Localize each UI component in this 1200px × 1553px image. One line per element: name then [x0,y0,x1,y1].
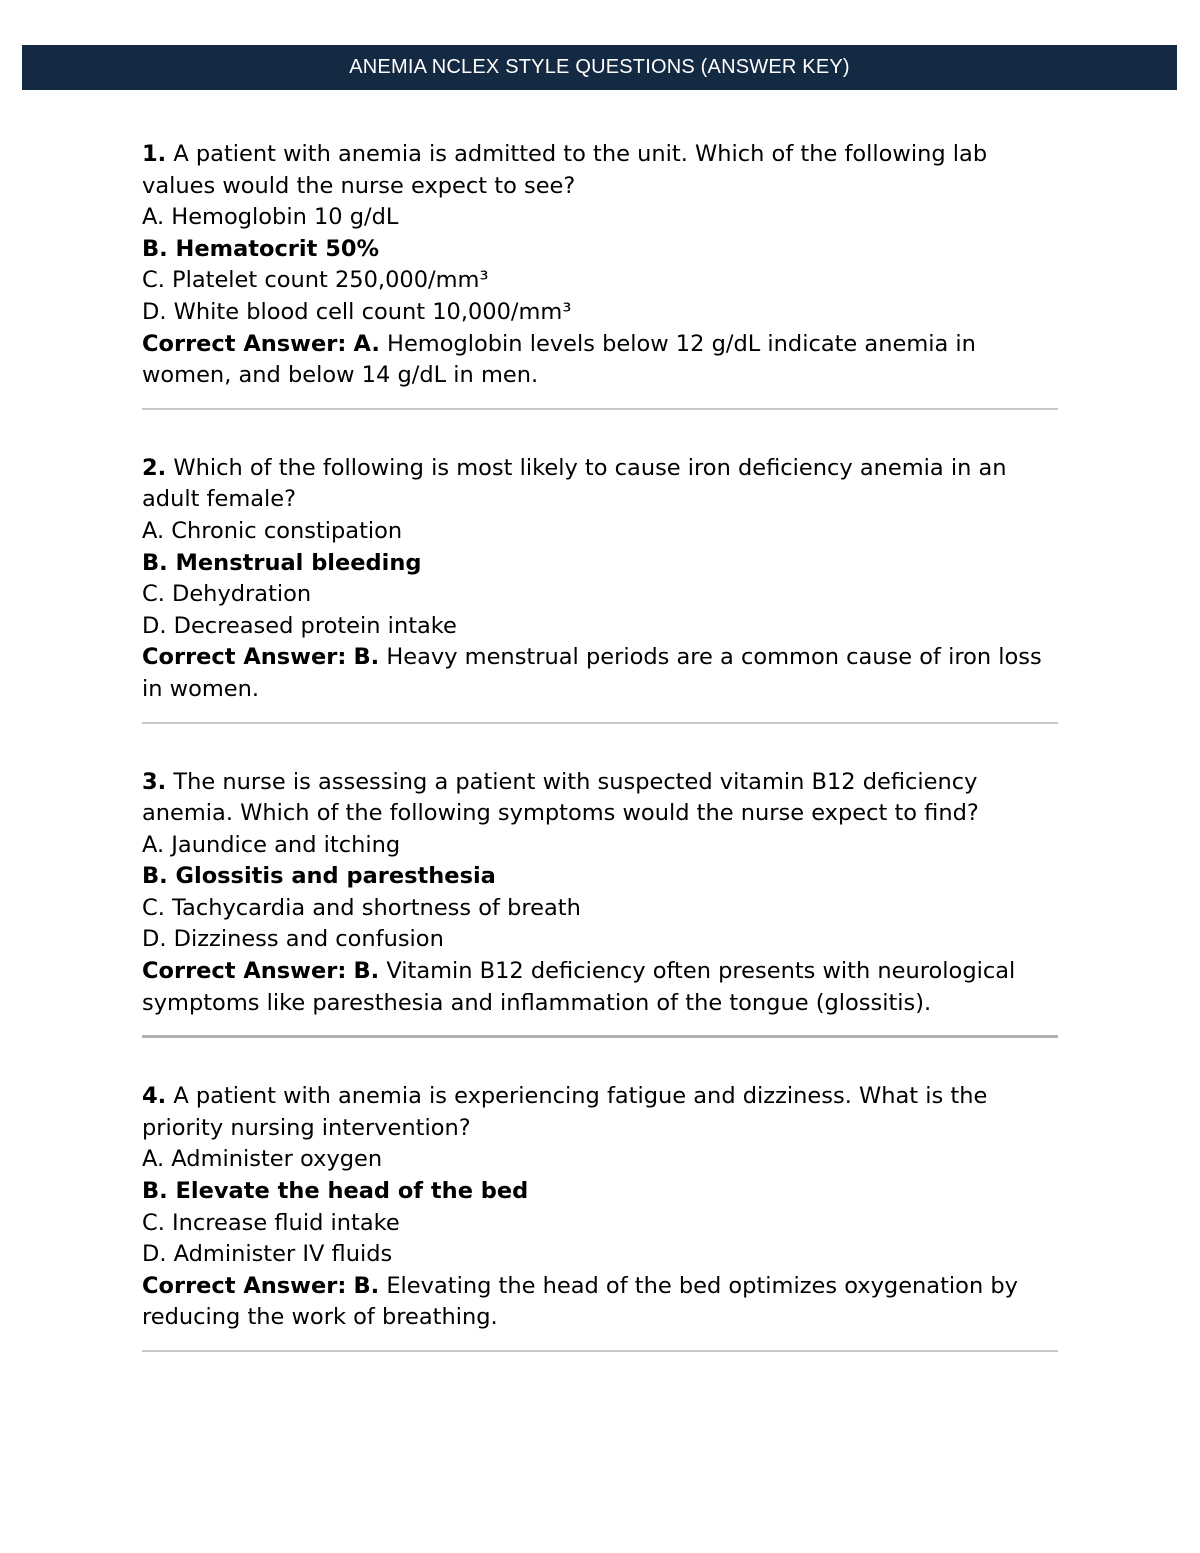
question-stem [142,453,1062,516]
option-d: D. Administer IV fluids [142,1241,393,1268]
option-c: C. Platelet count 250,000/mm³ [142,267,489,294]
question-text: A patient with anemia is experiencing fatigue and dizziness. What is the priority nursing intervention? [142,1083,988,1141]
correct-answer-explanation: Hemoglobin levels below 12 g/dL indicate anemia in women, and below 14 g/dL in men. [142,330,976,389]
correct-answer-letter: B. [353,1272,380,1299]
correct-answer-label: Correct Answer: [142,958,347,985]
correct-answer-letter: B. [353,958,380,985]
question-stem [142,767,1062,830]
option-a: A. Administer oxygen [142,1146,383,1173]
option-b: B. Menstrual bleeding [142,549,422,576]
correct-answer-label: Correct Answer: [142,644,347,671]
option-c: C. Tachycardia and shortness of breath [142,894,581,921]
correct-answer [142,956,1062,1019]
page-header-bar [22,45,1177,90]
divider [142,1350,1058,1352]
question-number: 3. [142,768,167,795]
option-a: A. Hemoglobin 10 g/dL [142,204,399,231]
option-c: C. Increase fluid intake [142,1209,400,1236]
correct-answer-explanation: Elevating the head of the bed optimizes oxygenation by reducing the work of breathing. [142,1272,1018,1331]
correct-answer [142,642,1062,705]
option-a: A. Jaundice and itching [142,831,401,858]
correct-answer-label: Correct Answer: [142,1272,347,1299]
question-3 [142,767,1062,1020]
correct-answer-letter: B. [353,644,380,671]
option-d: D. Decreased protein intake [142,612,457,639]
option-c: C. Dehydration [142,581,312,608]
option-d: D. White blood cell count 10,000/mm³ [142,298,572,325]
correct-answer [142,329,1062,392]
question-number: 2. [142,454,167,481]
correct-answer [142,1271,1062,1334]
question-stem [142,1081,1062,1144]
option-b: B. Glossitis and paresthesia [142,863,496,890]
questions-list [142,139,1062,1352]
option-b: B. Elevate the head of the bed [142,1178,529,1205]
question-text: Which of the following is most likely to cause iron deficiency anemia in an adult female? [142,454,1007,513]
question-number: 4. [142,1083,167,1110]
correct-answer-explanation: Heavy menstrual periods are a common cause of iron loss in women. [142,644,1042,702]
question-text: The nurse is assessing a patient with suspected vitamin B12 deficiency anemia. Which of the following symptoms would the nurse expect to find? [142,768,979,827]
correct-answer-letter: A. [353,330,380,357]
question-4 [142,1081,1062,1334]
correct-answer-label: Correct Answer: [142,330,347,357]
question-text: A patient with anemia is admitted to the unit. Which of the following lab values would the nurse expect to see? [142,141,988,199]
correct-answer-explanation: Vitamin B12 deficiency often presents with neurological symptoms like paresthesia and inflammation of the tongue (glossitis). [142,958,1016,1016]
question-1 [142,139,1062,392]
page-title: ANEMIA NCLEX STYLE QUESTIONS (ANSWER KEY) [349,56,850,78]
question-stem [142,139,1062,202]
question-number: 1. [142,141,167,167]
question-2 [142,453,1062,706]
option-b: B. Hematocrit 50% [142,235,380,262]
option-d: D. Dizziness and confusion [142,926,444,953]
option-a: A. Chronic constipation [142,517,403,544]
